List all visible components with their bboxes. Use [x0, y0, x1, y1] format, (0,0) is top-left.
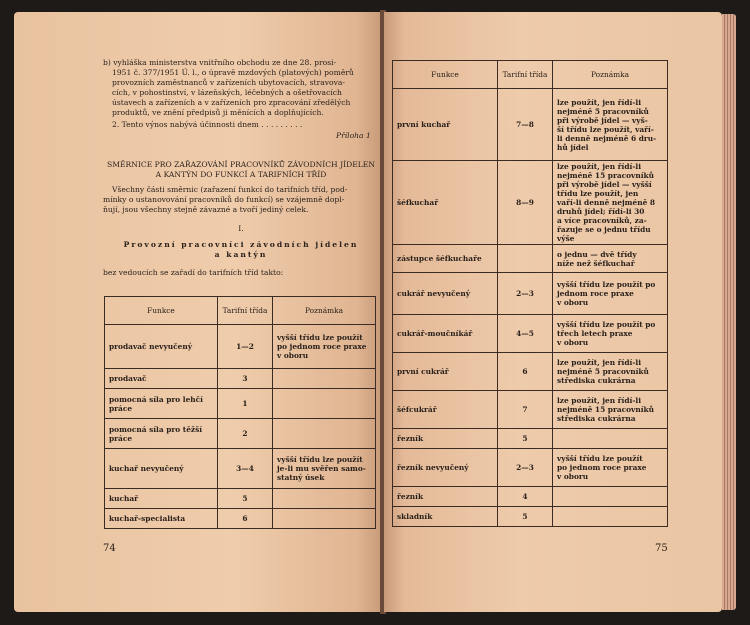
- cell-funkce: prodavač: [105, 369, 218, 389]
- cell-funkce: kuchař-specialista: [105, 509, 218, 529]
- cell-funkce: prodavač nevyučený: [105, 325, 218, 369]
- header-trida: Tarifní třída: [218, 297, 273, 325]
- cell-trida: 4—5: [498, 315, 553, 353]
- table-row: [393, 353, 668, 391]
- cell-trida: 8—9: [498, 161, 553, 245]
- cell-funkce: pomocná síla pro lehčí práce: [105, 389, 218, 419]
- cell-poznamka: vyšší třídu lze použít po jednom roce praxe v oboru: [553, 449, 668, 487]
- cell-trida: 6: [218, 509, 273, 529]
- cell-poznamka: [553, 429, 668, 449]
- cell-poznamka: lze použít, jen řídí-li nejméně 5 pracovníků při výrobě jídel — vyš- ší třídu lze použít, vaří- li denně nejméně 6 dru- hů jídel: [553, 89, 668, 161]
- cell-funkce: šéfkuchař: [393, 161, 498, 245]
- header-poznamka: Poznámka: [273, 297, 376, 325]
- priloha-label: Příloha 1: [336, 131, 371, 140]
- cell-trida: 3—4: [218, 449, 273, 489]
- item-2: 2. Tento výnos nabývá účinnosti dnem . . . . . . . . .: [112, 120, 303, 129]
- cell-poznamka: [553, 487, 668, 507]
- cell-poznamka: o jednu — dvě třídy níže než šéfkuchař: [553, 245, 668, 273]
- page-number-right: 75: [655, 543, 668, 554]
- page-number-left: 74: [103, 543, 116, 554]
- header-funkce: Funkce: [393, 61, 498, 89]
- table-row: [105, 489, 376, 509]
- cell-poznamka: [553, 507, 668, 527]
- right-tariff-table: [392, 60, 668, 527]
- cell-funkce: první cukrář: [393, 353, 498, 391]
- table-row: [105, 389, 376, 419]
- header-poznamka: Poznámka: [553, 61, 668, 89]
- cell-poznamka: vyšší třídu lze použít je-li mu svěřen samo- statný úsek: [273, 449, 376, 489]
- cell-poznamka: lze použít, jen řídí-li nejméně 5 pracovníků střediska cukrárna: [553, 353, 668, 391]
- cell-poznamka: vyšší třídu lze použít po jednom roce praxe v oboru: [273, 325, 376, 369]
- table-row: [105, 449, 376, 489]
- cell-funkce: šéfcukrář: [393, 391, 498, 429]
- page-edges: [722, 14, 736, 610]
- cell-trida: 4: [498, 487, 553, 507]
- table-row: [393, 273, 668, 315]
- cell-trida: 3: [218, 369, 273, 389]
- cell-funkce: kuchař: [105, 489, 218, 509]
- cell-trida: 1: [218, 389, 273, 419]
- cell-trida: 7—8: [498, 89, 553, 161]
- cell-poznamka: [273, 389, 376, 419]
- table-header-row: [393, 61, 668, 89]
- table-row: [105, 419, 376, 449]
- section-heading: SMĚRNICE PRO ZAŘAZOVÁNÍ PRACOVNÍKŮ ZÁVODNÍCH JÍDELEN A KANTÝN DO FUNKCÍ A TARIFNÍCH TŘÍD: [107, 160, 375, 179]
- section-number: I.: [238, 224, 244, 233]
- table-row: [393, 487, 668, 507]
- left-tariff-table: [104, 296, 376, 529]
- table-lead: bez vedoucích se zařadí do tarifních tříd takto:: [103, 268, 284, 277]
- cell-trida: [498, 245, 553, 273]
- section-title: Provozní pracovníci závodních jídelen a kantýn: [123, 240, 359, 259]
- cell-funkce: cukrář nevyučený: [393, 273, 498, 315]
- cell-funkce: řezník: [393, 429, 498, 449]
- table-row: [105, 369, 376, 389]
- table-row: [393, 391, 668, 429]
- table-row: [393, 245, 668, 273]
- intro-paragraph: Všechny části směrnic (zařazení funkcí do tarifních tříd, pod- mínky o ustanovování pracovníků do funkcí) se vzájemně dopl- ňují, jsou všechny stejně závazné a tvoří jediný celek.: [103, 185, 348, 214]
- header-funkce: Funkce: [105, 297, 218, 325]
- cell-trida: 5: [498, 429, 553, 449]
- table-row: [393, 507, 668, 527]
- cell-poznamka: vyšší třídu lze použít po jednom roce praxe v oboru: [553, 273, 668, 315]
- table-row: [105, 325, 376, 369]
- cell-trida: 6: [498, 353, 553, 391]
- table-row: [393, 429, 668, 449]
- cell-funkce: kuchař nevyučený: [105, 449, 218, 489]
- header-trida: Tarifní třída: [498, 61, 553, 89]
- table-row: [393, 89, 668, 161]
- table-row: [393, 161, 668, 245]
- cell-poznamka: lze použít, jen řídí-li nejméně 15 pracovníků při výrobě jídel — vyšší třídu lze použít, jen vaří-li denně nejméně 8 druhů jídel; řídí-li 30 a více pracovníků, za- řazuje se o jednu třídu výše: [553, 161, 668, 245]
- table-header-row: [105, 297, 376, 325]
- cell-trida: 5: [498, 507, 553, 527]
- cell-funkce: pomocná síla pro těžší práce: [105, 419, 218, 449]
- cell-poznamka: [273, 489, 376, 509]
- cell-funkce: zástupce šéfkuchaře: [393, 245, 498, 273]
- table-row: [393, 449, 668, 487]
- cell-poznamka: [273, 509, 376, 529]
- cell-trida: 2—3: [498, 273, 553, 315]
- cell-funkce: skladník: [393, 507, 498, 527]
- cell-trida: 1—2: [218, 325, 273, 369]
- cell-funkce: první kuchař: [393, 89, 498, 161]
- cell-funkce: řezník: [393, 487, 498, 507]
- cell-funkce: řezník nevyučený: [393, 449, 498, 487]
- table-row: [393, 315, 668, 353]
- cell-poznamka: lze použít, jen řídí-li nejméně 15 pracovníků střediska cukrárna: [553, 391, 668, 429]
- item-b: b) vyhláška ministerstva vnitřního obchodu ze dne 28. prosi- 1951 č. 377/1951 Ú. l., o úpravě mzdových (platových) poměrů provozních zaměstnanců v zařízeních ubytovacích, stravova- cích, v pohostinství, v lázeňských, léčebných a ošetřovacích ústavech a zařízeních a v zařízeních pro zpracování zředělých produktů, ve znění předpisů ji měnících a doplňujících.: [103, 58, 354, 117]
- cell-trida: 7: [498, 391, 553, 429]
- cell-trida: 5: [218, 489, 273, 509]
- table-row: [105, 509, 376, 529]
- cell-poznamka: [273, 369, 376, 389]
- cell-trida: 2—3: [498, 449, 553, 487]
- cell-trida: 2: [218, 419, 273, 449]
- cell-poznamka: vyšší třídu lze použít po třech letech praxe v oboru: [553, 315, 668, 353]
- cell-poznamka: [273, 419, 376, 449]
- cell-funkce: cukrář-moučníkář: [393, 315, 498, 353]
